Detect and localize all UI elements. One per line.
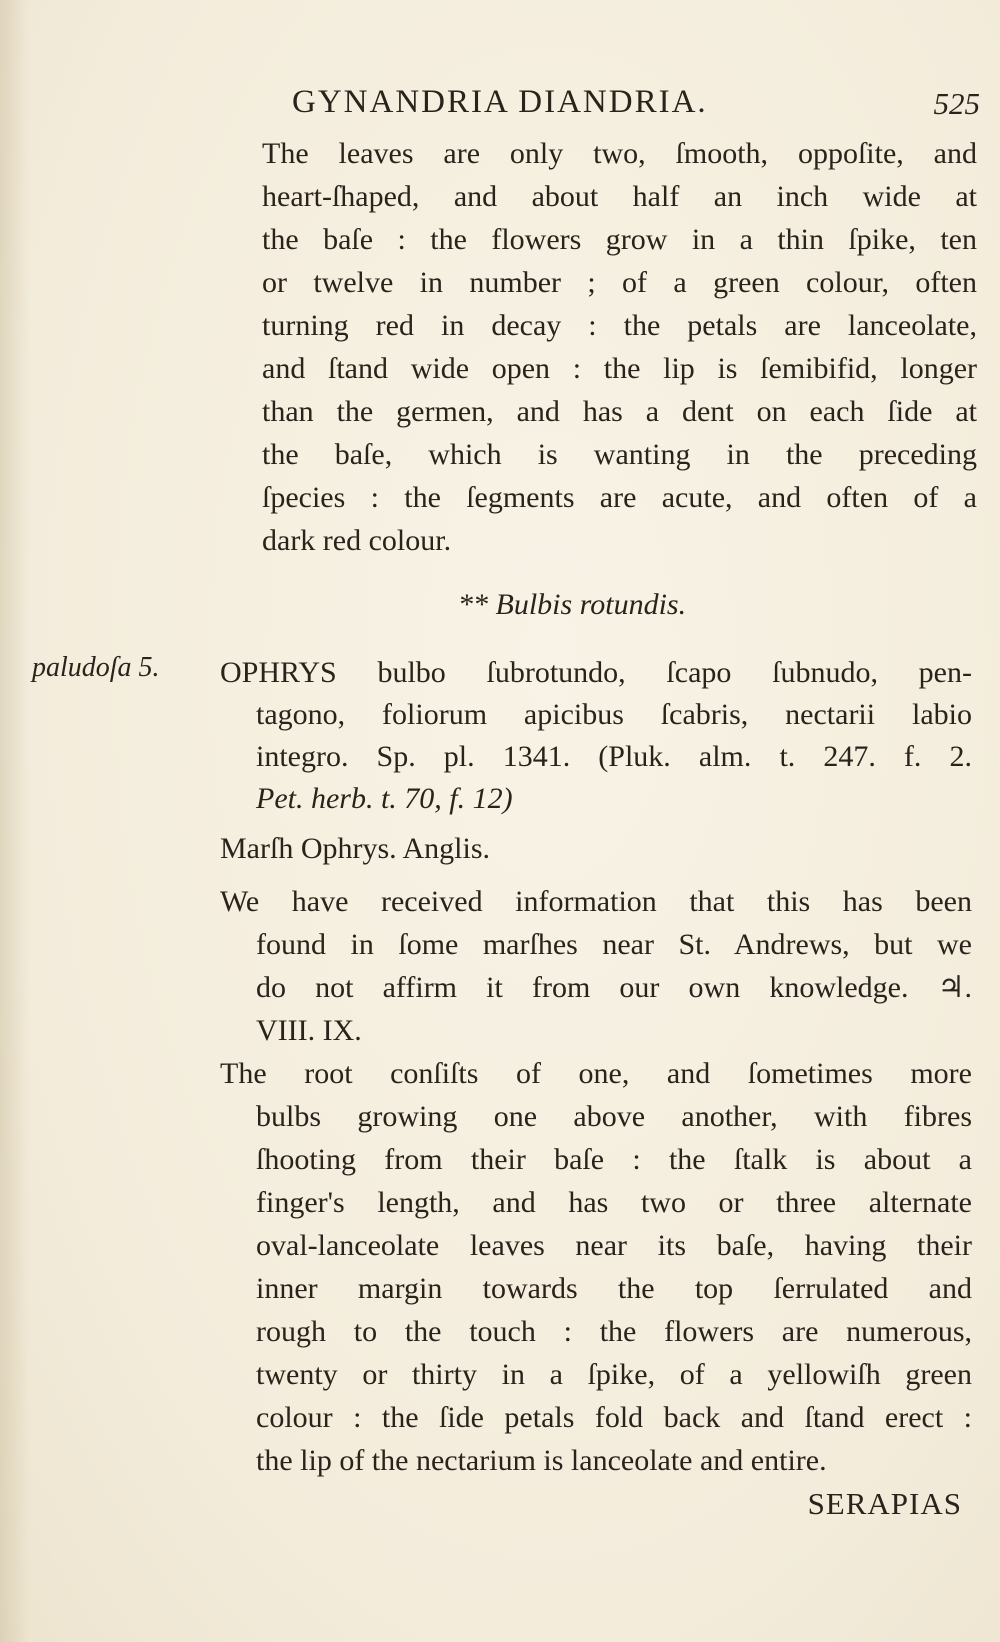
text-line: the lip of the nectarium is lanceolate and entire. [256, 1444, 827, 1477]
species-entry [220, 652, 972, 820]
species-margin-name: paludoſa 5. [32, 652, 160, 683]
text-line: or twelve in number ; of a green colour, often [262, 266, 977, 299]
text-line: dark red colour. [262, 524, 452, 557]
text-line: VIII. IX. [256, 1014, 362, 1047]
text-line: We have received information that this has been [220, 885, 972, 918]
text-line: the baſe, which is wanting in the preceding [262, 438, 977, 471]
text-line: ſhooting from their baſe : the ſtalk is about a [256, 1143, 972, 1176]
species-entry-line: OPHRYS bulbo ſubrotundo, ſcapo ſubnudo, pen- [220, 656, 972, 689]
text-line: ſpecies : the ſegments are acute, and often of a [262, 481, 977, 514]
page-number: 525 [933, 86, 980, 121]
text-line: heart-ſhaped, and about half an inch wide at [262, 180, 977, 213]
catchword: SERAPIAS [807, 1486, 962, 1521]
species-entry-line: Pet. herb. t. 70, f. 12) [256, 782, 513, 815]
text-line: the baſe : the flowers grow in a thin ſpike, ten [262, 223, 977, 256]
locality-paragraph [220, 880, 972, 1052]
text-line: The leaves are only two, ſmooth, oppoſite, and [262, 137, 977, 170]
common-name: Marſh Ophrys. Anglis. [220, 832, 490, 865]
text-line: oval-lanceolate leaves near its baſe, having their [256, 1229, 972, 1262]
text-line: finger's length, and has two or three alternate [256, 1186, 972, 1219]
text-line: do not affirm it from our own knowledge. ♃. [256, 971, 972, 1004]
text-line: twenty or thirty in a ſpike, of a yellowiſh green [256, 1358, 972, 1391]
text-line: The root conſiſts of one, and ſometimes more [220, 1057, 972, 1090]
text-line: inner margin towards the top ſerrulated and [256, 1272, 972, 1305]
page-gutter-shadow [0, 0, 30, 1642]
section-heading: ** Bulbis rotundis. [458, 588, 687, 621]
species-entry-line: tagono, foliorum apicibus ſcabris, nectarii labio [256, 698, 972, 731]
root-description-paragraph [220, 1052, 972, 1482]
page-header [292, 84, 980, 128]
running-title: GYNANDRIA DIANDRIA. [292, 84, 708, 120]
text-line: turning red in decay : the petals are lanceolate, [262, 309, 977, 342]
text-line: colour : the ſide petals fold back and ſtand erect : [256, 1401, 972, 1434]
species-entry-line: integro. Sp. pl. 1341. (Pluk. alm. t. 247. f. 2. [256, 740, 972, 773]
text-line: and ſtand wide open : the lip is ſemibifid, longer [262, 352, 977, 385]
text-line: bulbs growing one above another, with fibres [256, 1100, 972, 1133]
text-line: found in ſome marſhes near St. Andrews, but we [256, 928, 972, 961]
description-paragraph [262, 132, 977, 562]
text-line: rough to the touch : the flowers are numerous, [256, 1315, 972, 1348]
text-line: than the germen, and has a dent on each ſide at [262, 395, 977, 428]
